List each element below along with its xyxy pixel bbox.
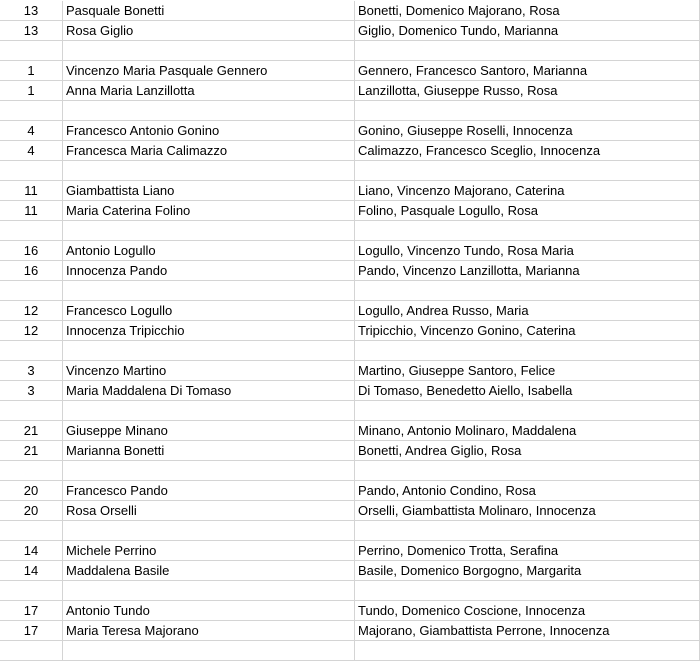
person-name-cell[interactable]: Pasquale Bonetti xyxy=(63,1,355,21)
table-row xyxy=(0,621,700,641)
row-number-cell[interactable]: 12 xyxy=(0,321,63,341)
parents-cell[interactable] xyxy=(355,161,700,181)
parents-cell[interactable] xyxy=(355,641,700,661)
parents-cell[interactable] xyxy=(355,461,700,481)
row-number-cell[interactable]: 14 xyxy=(0,541,63,561)
person-name-cell[interactable] xyxy=(63,401,355,421)
parents-cell[interactable]: Pando, Antonio Condino, Rosa xyxy=(358,483,536,498)
parents-cell[interactable]: Orselli, Giambattista Molinaro, Innocenza xyxy=(358,503,596,518)
person-name-cell[interactable] xyxy=(63,461,355,481)
parents-cell[interactable]: Logullo, Vincenzo Tundo, Rosa Maria xyxy=(358,243,574,258)
row-number-cell[interactable]: 17 xyxy=(0,621,63,641)
person-name-cell[interactable]: Marianna Bonetti xyxy=(63,441,355,461)
parents-cell[interactable]: Minano, Antonio Molinaro, Maddalena xyxy=(358,423,577,438)
parents-cell[interactable]: Giglio, Domenico Tundo, Marianna xyxy=(358,23,559,38)
person-name-cell[interactable]: Maddalena Basile xyxy=(63,561,355,581)
person-name-cell[interactable]: Maria Teresa Majorano xyxy=(63,621,355,641)
blank-row xyxy=(0,41,700,61)
person-name-cell[interactable] xyxy=(63,521,355,541)
parents-cell[interactable] xyxy=(355,581,700,601)
person-name-cell[interactable]: Rosa Giglio xyxy=(63,21,355,41)
row-number-cell[interactable]: 16 xyxy=(0,261,63,281)
person-name-cell[interactable]: Innocenza Tripicchio xyxy=(63,321,355,341)
person-name-cell[interactable]: Giuseppe Minano xyxy=(63,421,355,441)
parents-cell[interactable]: Tundo, Domenico Coscione, Innocenza xyxy=(358,603,586,618)
parents-cell[interactable] xyxy=(355,281,700,301)
person-name-cell[interactable]: Innocenza Pando xyxy=(63,261,355,281)
parents-cell[interactable]: Gennero, Francesco Santoro, Marianna xyxy=(358,63,588,78)
parents-cell[interactable]: Basile, Domenico Borgogno, Margarita xyxy=(358,563,582,578)
table-row xyxy=(0,201,700,221)
table-row xyxy=(0,421,700,441)
row-number-cell[interactable]: 3 xyxy=(0,381,63,401)
row-number-cell[interactable] xyxy=(0,101,63,121)
blank-row xyxy=(0,461,700,481)
table-row xyxy=(0,121,700,141)
blank-row xyxy=(0,101,700,121)
blank-row xyxy=(0,281,700,301)
person-name-cell[interactable]: Vincenzo Maria Pasquale Gennero xyxy=(63,61,355,81)
parents-cell[interactable]: Bonetti, Domenico Majorano, Rosa xyxy=(358,3,560,18)
table-row xyxy=(0,81,700,101)
parents-cell[interactable]: Folino, Pasquale Logullo, Rosa xyxy=(358,203,538,218)
blank-row xyxy=(0,521,700,541)
parents-cell[interactable] xyxy=(355,221,700,241)
row-number-cell[interactable] xyxy=(0,341,63,361)
person-name-cell[interactable]: Maria Caterina Folino xyxy=(63,201,355,221)
row-number-cell[interactable]: 20 xyxy=(0,501,63,521)
row-number-cell[interactable]: 16 xyxy=(0,241,63,261)
parents-cell[interactable] xyxy=(355,401,700,421)
person-name-cell[interactable] xyxy=(63,101,355,121)
parents-cell[interactable]: Logullo, Andrea Russo, Maria xyxy=(358,303,529,318)
table-row xyxy=(0,381,700,401)
person-name-cell[interactable] xyxy=(63,41,355,61)
parents-cell[interactable] xyxy=(355,521,700,541)
table-row xyxy=(0,321,700,341)
row-number-cell[interactable]: 21 xyxy=(0,441,63,461)
blank-row xyxy=(0,581,700,601)
table-row xyxy=(0,21,700,41)
row-number-cell[interactable] xyxy=(0,641,63,661)
parents-cell[interactable]: Gonino, Giuseppe Roselli, Innocenza xyxy=(358,123,573,138)
table-row xyxy=(0,601,700,621)
blank-row xyxy=(0,161,700,181)
row-number-cell[interactable]: 1 xyxy=(0,61,63,81)
person-name-cell[interactable]: Francesco Antonio Gonino xyxy=(63,121,355,141)
person-name-cell[interactable] xyxy=(63,281,355,301)
blank-row xyxy=(0,641,700,661)
person-name-cell[interactable]: Vincenzo Martino xyxy=(63,361,355,381)
row-number-cell[interactable] xyxy=(0,581,63,601)
row-number-cell[interactable] xyxy=(0,161,63,181)
table-row xyxy=(0,1,700,21)
person-name-cell[interactable]: Francesco Pando xyxy=(63,481,355,501)
parents-cell[interactable] xyxy=(355,341,700,361)
row-number-cell[interactable]: 1 xyxy=(0,81,63,101)
parents-cell[interactable] xyxy=(355,101,700,121)
table-row xyxy=(0,141,700,161)
person-name-cell[interactable] xyxy=(63,641,355,661)
table-row xyxy=(0,561,700,581)
person-name-cell[interactable]: Antonio Logullo xyxy=(63,241,355,261)
row-number-cell[interactable] xyxy=(0,221,63,241)
row-number-cell[interactable]: 11 xyxy=(0,201,63,221)
person-name-cell[interactable]: Michele Perrino xyxy=(63,541,355,561)
row-number-cell[interactable]: 12 xyxy=(0,301,63,321)
row-number-cell[interactable]: 13 xyxy=(0,1,63,21)
parents-cell[interactable]: Bonetti, Andrea Giglio, Rosa xyxy=(358,443,522,458)
person-name-cell[interactable] xyxy=(63,161,355,181)
parents-cell[interactable]: Pando, Vincenzo Lanzillotta, Marianna xyxy=(358,263,580,278)
row-number-cell[interactable] xyxy=(0,401,63,421)
parents-cell[interactable]: Lanzillotta, Giuseppe Russo, Rosa xyxy=(358,83,558,98)
parents-cell[interactable]: Calimazzo, Francesco Sceglio, Innocenza xyxy=(358,143,601,158)
person-name-cell[interactable] xyxy=(63,581,355,601)
person-name-cell[interactable]: Francesca Maria Calimazzo xyxy=(63,141,355,161)
table-row xyxy=(0,261,700,281)
row-number-cell[interactable] xyxy=(0,461,63,481)
table-row xyxy=(0,241,700,261)
person-name-cell[interactable] xyxy=(63,221,355,241)
row-number-cell[interactable] xyxy=(0,281,63,301)
row-number-cell[interactable]: 4 xyxy=(0,121,63,141)
parents-cell[interactable]: Tripicchio, Vincenzo Gonino, Caterina xyxy=(358,323,576,338)
person-name-cell[interactable]: Maria Maddalena Di Tomaso xyxy=(63,381,355,401)
row-number-cell[interactable]: 17 xyxy=(0,601,63,621)
parents-cell[interactable] xyxy=(355,41,700,61)
person-name-cell[interactable]: Anna Maria Lanzillotta xyxy=(63,81,355,101)
row-number-cell[interactable] xyxy=(0,41,63,61)
table-row xyxy=(0,361,700,381)
blank-row xyxy=(0,401,700,421)
person-name-cell[interactable]: Giambattista Liano xyxy=(63,181,355,201)
table-row xyxy=(0,481,700,501)
row-number-cell[interactable]: 21 xyxy=(0,421,63,441)
parents-cell[interactable]: Liano, Vincenzo Majorano, Caterina xyxy=(358,183,565,198)
row-number-cell[interactable]: 3 xyxy=(0,361,63,381)
parents-cell[interactable]: Perrino, Domenico Trotta, Serafina xyxy=(358,543,559,558)
parents-cell[interactable]: Di Tomaso, Benedetto Aiello, Isabella xyxy=(358,383,573,398)
row-number-cell[interactable]: 4 xyxy=(0,141,63,161)
blank-row xyxy=(0,341,700,361)
parents-cell[interactable]: Majorano, Giambattista Perrone, Innocenza xyxy=(358,623,610,638)
person-name-cell[interactable] xyxy=(63,341,355,361)
blank-row xyxy=(0,221,700,241)
row-number-cell[interactable]: 13 xyxy=(0,21,63,41)
person-name-cell[interactable]: Francesco Logullo xyxy=(63,301,355,321)
table-row xyxy=(0,61,700,81)
row-number-cell[interactable]: 11 xyxy=(0,181,63,201)
row-number-cell[interactable]: 20 xyxy=(0,481,63,501)
person-name-cell[interactable]: Rosa Orselli xyxy=(63,501,355,521)
table-row xyxy=(0,501,700,521)
row-number-cell[interactable]: 14 xyxy=(0,561,63,581)
table-row xyxy=(0,301,700,321)
parents-cell[interactable]: Martino, Giuseppe Santoro, Felice xyxy=(358,363,556,378)
table-row xyxy=(0,441,700,461)
table-row xyxy=(0,541,700,561)
table-row xyxy=(0,181,700,201)
row-number-cell[interactable] xyxy=(0,521,63,541)
person-name-cell[interactable]: Antonio Tundo xyxy=(63,601,355,621)
